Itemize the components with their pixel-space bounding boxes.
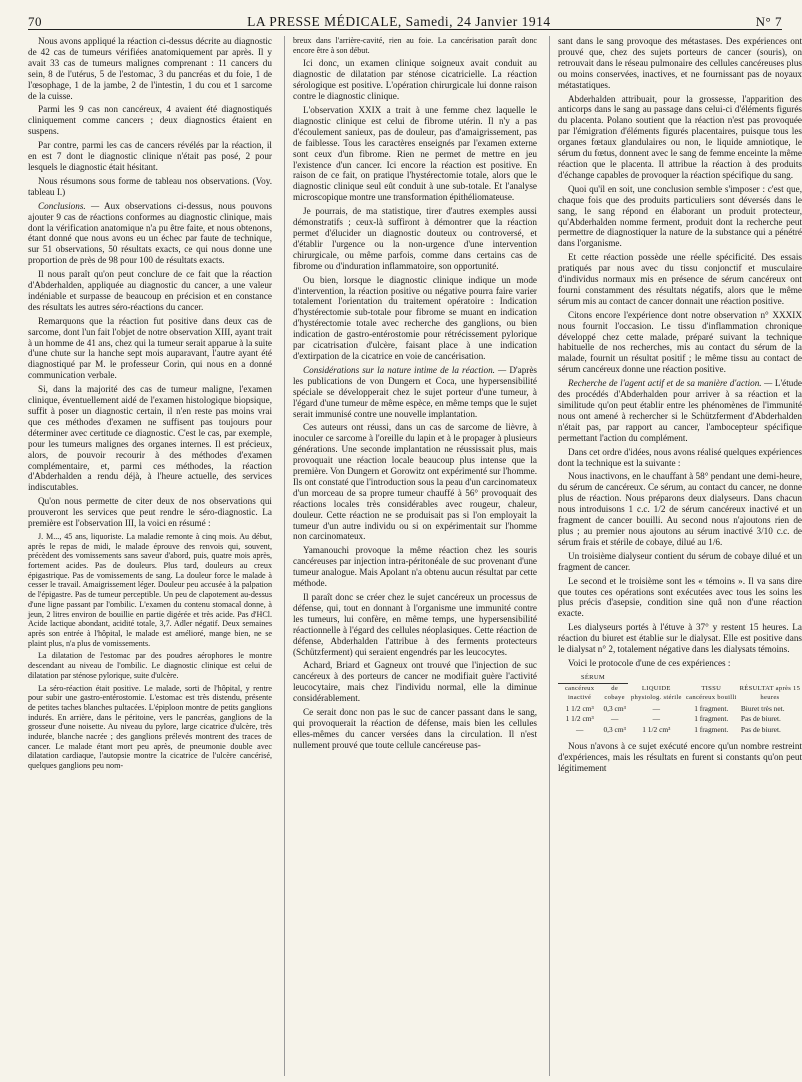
column-1 <box>28 36 272 1076</box>
table-cell: 1 fragment. <box>694 714 729 724</box>
table-header: de cobaye <box>604 685 625 702</box>
paragraph: Nous avons appliqué la réaction ci-dessus décrite au diagnostic de 42 cas de tumeurs vérifiées anatomiquement par après. Il y avait 33 cas de tumeurs malignes comprenant : 11 cancers du sein, 8 de l'utérus, 5 de l'estomac, 3 du pancréas et du foie, 1 de l'œsophage, 1 de la jambe, 2 de l'intestin, 1 du cou et 1 sarcome de la cuisse. <box>28 36 272 101</box>
case-summary: J. M..., 45 ans, liquoriste. La maladie remonte à cinq mois. Au début, après le repas de midi, le malade éprouve des renvois qui, souvent, précèdent des vomissements sans saveur d'abord, puis, quatre mois après, fortement acides. Pas de douleurs. Plus tard, douleurs au creux épigastrique. Pas de vomissements de sang. La douleur force le malade à cesser le travail. Amaigrissement léger. Douleur peu accusée à la palpation de l'épigastre. Pas de tumeur perceptible. Un peu de clapotement au-dessus d'une ligne passant par l'ombilic. L'examen du contenu stomacal donne, à jeun, 2 litres environ de bouillie en partie digérée et très acide. Pas d'HCl. Acide lactique abondant, acidité totale, 3,7. Adler négatif. Deux semaines après son entrée à l'hôpital, le malade est amélioré, mange bien, ne se plaint plus, n'a plus de vomissements. <box>28 531 272 648</box>
paragraph <box>28 201 272 266</box>
paragraph: Les dialyseurs portés à l'étuve à 37° y restent 15 heures. La réaction du biuret est établie sur le dialysat. Elle est positive dans le dialysat n° 2, totalement négative dans les dialysats témoins. <box>558 622 802 655</box>
table-header: LIQUIDE physiolog. stérile <box>630 685 682 702</box>
paragraph: Nous n'avons à ce sujet exécuté encore qu'un nombre restreint d'expériences, mais les résultats en furent si constants qu'on peut légitimement <box>558 741 802 774</box>
paragraph-text: L'étude des procédés d'Abderhalden pour arriver à sa réaction et la similitude qu'on peut établir entre les phénomènes de l'immunité nous ont amené à rechercher si le Schützferment d'Abderhalden n'était pas, par rapport au cancer, l'ambocepteur spécifique permettant l'action du complément. <box>558 378 802 443</box>
paragraph: Si, dans la majorité des cas de tumeur maligne, l'examen clinique, éventuellement aidé de l'examen histologique biopsique, suffit à poser un diagnostic certain, il n'en reste pas moins vrai que ces méthodes d'examen ne suffisent pas toujours pour déterminer avec certitude ce diagnostic. C'est le cas, par exemple, pour les tumeurs malignes des organes internes. Il est précieux, alors, de pouvoir recourir à des méthodes d'examen complémentaire, et, parmi ces méthodes, la réaction d'Abderhalden a rendu déjà, à l'heure actuelle, des services indiscutables. <box>28 384 272 493</box>
table-cell: 1 1/2 cm³ <box>565 714 594 724</box>
paragraph: Quoi qu'il en soit, une conclusion semble s'imposer : c'est que, chaque fois que des produits particuliers sont déversés dans le sang, le sang répond en élaborant un produit protecteur, qu'Abderhalden nomme ferment, produit dont la recherche peut permettre de diagnostiquer la nature de la substance qui a pénétré dans l'organisme. <box>558 183 802 249</box>
table-cell: 1 1/2 cm³ <box>642 724 671 734</box>
table-cell: 1 fragment. <box>694 703 729 713</box>
table-cell: 1 fragment. <box>694 724 729 734</box>
case-summary: La séro-réaction était positive. Le malade, sorti de l'hôpital, y rentre pour subir une gastro-entérostomie. L'estomac est très distendu, présente de petites taches blanches pultacées. L'épiploon montre de petits ganglions indurés. En arrière, dans le péritoine, vers le pancréas, ganglions de la grosseur d'une noisette. Au niveau du pylore, large cicatrice d'ulcère, très indurée, blanche nacrée ; des ganglions prélevés montrent des traces de cancer. Le malade étant mort peu après, de pneumonie double avec dilatation cardiaque, l'autopsie montre la cicatrice de l'ulcère cancérisé, quelques ganglions peu nom- <box>28 683 272 771</box>
table-cell: 0,3 cm³ <box>603 724 626 734</box>
paragraph: Nous inactivons, en le chauffant à 58° pendant une demi-heure, du sérum de cancéreux. Ce sérum, au contact du cancer, ne donne plus de réaction. Nous préparons deux dialyseurs. Dans chacun nous introduisons 1 c.c. 1/2 de sérum cancéreux inactivé et un fragment de cancer bouilli. Au second nous n'ajoutons rien de plus ; au premier nous ajoutons au sérum inactivé 3/10 c.c. de sérum frais et stérile de cobaye, dilué au 1/6. <box>558 471 802 547</box>
table-row <box>558 725 802 736</box>
paragraph: Ces auteurs ont réussi, dans un cas de sarcome de lièvre, à inoculer ce sarcome à l'oreille du lapin et à le propager à plusieurs générations. Une seconde implantation ne réussissait plus, mais provoquait une réaction locale beaucoup plus intense que la première. Von Dungern et Gorowitz ont expérimenté sur l'homme. Ils ont constaté que l'introduction sous la peau d'un carcinomateux d'un morceau de sa propre tumeur chauffé à 56° provoquait des réactions locales très considérables avec rougeur, chaleur, douleur. Cette réaction ne se produisait pas si l'on employait la tumeur d'un autre individu ou si on expérimentait sur l'homme non carcinomateux. <box>293 422 537 542</box>
table-cell: — <box>575 724 584 734</box>
paragraph: Citons encore l'expérience dont notre observation n° XXXIX nous fournit l'occasion. Le tissu d'inflammation chronique développé chez cette malade, préparé suivant la technique habituelle de nos recherches, mis au contact du sérum de la malade, fournit un résultat positif ; le même tissu au contact de sérum cancéreux donne une réaction positive. <box>558 309 802 375</box>
paragraph: Abderhalden attribuait, pour la grossesse, l'apparition des anticorps dans le sang au passage dans celui-ci d'éléments figurés du placenta. Polano soutient que la réaction n'est pas provoquée par l'émigration d'éléments figurés placentaires, puisque tous les organes fœtaux glandulaires ou non, le liquide amniotique, le sérum du fœtus, donnent avec le sang de femme enceinte la même réaction que le placenta. Il attribue la réaction à des produits d'échange capables de provoquer la réaction spécifique du sang. <box>558 93 802 180</box>
issue-number: N° 7 <box>755 14 782 29</box>
case-summary: La dilatation de l'estomac par des poudres aérophores le montre descendant au niveau de l'ombilic. Le diagnostic clinique est celui de dilatation par sténose pylorique, suite d'ulcère. <box>28 651 272 680</box>
paragraph: Qu'on nous permette de citer deux de nos observations qui prouveront les services que peut rendre le séro-diagnostic. La première est l'observation III, la voici en résumé : <box>28 496 272 529</box>
paragraph: Yamanouchi provoque la même réaction chez les souris cancéreuses par injection intra-péritonéale de suc provenant d'une tumeur analogue. Mais Apolant n'a obtenu aucun résultat par cette méthode. <box>293 545 537 589</box>
paragraph: Ou bien, lorsque le diagnostic clinique indique un mode d'intervention, la réaction positive ou négative pourra faire varier totalement l'orientation du traitement opératoire : Indication d'hystérectomie sub-totale pour fibrome se muant en indication d'hystérectomie totale avec recherche des ganglions, ou bien indication de gastro-entérostomie pour rétrécissement pylorique par cicatrisation d'ulcère, faisant place à une indication d'extirpation de la cicatrice en voie de cancérisation. <box>293 274 537 361</box>
paragraph: Le second et le troisième sont les « témoins ». Il va sans dire que toutes ces opérations sont exécutées avec tous les soins les plus précis d'asepsie, condition sine quâ non d'une réaction exacte. <box>558 575 802 619</box>
paragraph: Et cette réaction possède une réelle spécificité. Des essais pratiqués par nous avec du tissu conjonctif et musculaire d'individus normaux mis en présence de sérum cancéreux ont fourni constamment des résultats négatifs, alors que le même sérum mis au contact de cancer donnait une réaction positive. <box>558 252 802 306</box>
paragraph: Voici le protocole d'une de ces expériences : <box>568 657 731 668</box>
paragraph: Je pourrais, de ma statistique, tirer d'autres exemples aussi démonstratifs ; ceux-là suffiront à démontrer que la réaction permet d'élucider un diagnostic douteux ou controversé, et d'établir l'urgence ou la non-urgence d'une intervention chirurgicale, ou même parfois, comme dans certains cas de fibrome ou d'induration inflammatoire, son opportunité. <box>293 206 537 271</box>
paragraph: Dans cet ordre d'idées, nous avons réalisé quelques expériences dont la technique est la suivante : <box>558 446 802 468</box>
table-header: cancéreux inactivé <box>564 685 595 702</box>
paragraph: Il nous paraît qu'on peut conclure de ce fait que la réaction d'Abderhalden, appliquée au diagnostic du cancer, a une valeur indéniable et surpasse de beaucoup en précision et en constance des résultats les autres séro-réactions du cancer. <box>28 269 272 312</box>
paragraph: Un troisième dialyseur contient du sérum de cobaye dilué et un fragment de cancer. <box>558 550 802 572</box>
paragraph-text: Aux observations ci-dessus, nous pouvons ajouter 9 cas de réactions conformes au diagnostic clinique, mais dont la vérification anatomique n'a pu être faite, et nous obtenons, étant donné que nous avons eu un échec par faute de technique, sur 51 observations, 50 résultats exacts, ce qui nous donne une proportion de près de 98 pour 100 de résultats exacts. <box>28 200 272 266</box>
table-row <box>558 714 802 725</box>
paragraph: Par contre, parmi les cas de cancers révélés par la réaction, il en est 7 dont le diagnostic clinique n'était pas posé, 2 pour lesquels le diagnostic était hésitant. <box>28 140 272 172</box>
text-columns <box>28 36 802 1076</box>
table-row <box>558 704 802 715</box>
table-cell: 1 1/2 cm³ <box>565 703 594 713</box>
paragraph <box>558 378 802 443</box>
paragraph: Il paraît donc se créer chez le sujet cancéreux un processus de défense, qui, tout en donnant à l'organisme une immunité contre les tumeurs, lui confère, en même temps, une hypersensibilité réactionnelle à l'égard des cellules néoplasiques. Cette réaction de défense, Abderhalden l'attribue à des ferments protecteurs (Schützferment) qui seraient engendrés par les leucocytes. <box>293 592 537 657</box>
paragraph: Nous résumons sous forme de tableau nos observations. (Voy. tableau I.) <box>28 175 272 197</box>
page-header <box>28 0 782 30</box>
column-3 <box>549 36 802 1076</box>
section-label-recherche: Recherche de l'agent actif et de sa manière d'action. — <box>568 378 773 389</box>
paragraph <box>293 365 537 420</box>
protocol-table <box>558 673 802 736</box>
page-number: 70 <box>28 14 42 29</box>
table-header: RÉSULTAT après 15 heures <box>739 685 801 702</box>
table-cell: — <box>652 714 660 724</box>
table-group-header: SÉRUM <box>558 673 628 684</box>
table-cell: Pas de biuret. <box>740 714 781 724</box>
section-label-conclusions: Conclusions. — <box>38 200 100 211</box>
paragraph: Ce serait donc non pas le suc de cancer passant dans le sang, qui provoquerait la réaction de défense, mais bien les cellules elles-mêmes du cancer versées dans la circulation. Il n'est nullement prouvé que toute cellule cancéreuse pas- <box>293 707 537 750</box>
paragraph: Parmi les 9 cas non cancéreux, 4 avaient été diagnostiqués cliniquement comme cancers ; deux diagnostics étaient en suspens. <box>28 104 272 137</box>
case-summary: breux dans l'arrière-cavité, rien au foie. La cancérisation paraît donc encore être à son début. <box>293 36 537 55</box>
table-cell: Biuret très net. <box>740 703 785 713</box>
paragraph: Remarquons que la réaction fut positive dans deux cas de sarcome, dont l'un fait l'objet de notre observation XIII, ayant trait à un homme de 41 ans, chez qui la tumeur serait apparue à la suite d'une chute sur la hanche sept mois auparavant, l'autre ayant été diagnostiqué par M. le professeur Corin, qui nous en a donné communication verbale. <box>28 315 272 381</box>
paragraph-text: D'après les publications de von Dungern et Coca, une hypersensibilité spéciale se développerait chez le sujet porteur d'une tumeur, à l'égard d'une tumeur de même espèce, en même temps que le sujet serait immunisé contre une nouvelle implantation. <box>293 364 538 419</box>
table-cell: 0,3 cm³ <box>603 703 626 713</box>
table-cell: — <box>610 714 619 724</box>
paragraph: Ici donc, un examen clinique soigneux avait conduit au diagnostic de dilatation par sténose cicatricielle. La réaction sérologique est positive. L'opération chirurgicale lui donne raison contre le diagnostic clinique. <box>293 58 537 102</box>
newspaper-title: LA PRESSE MÉDICALE, Samedi, 24 Janvier 1914 <box>247 14 551 29</box>
paragraph: L'observation XXIX a trait à une femme chez laquelle le diagnostic clinique est celui de fibrome utérin. Il n'y a pas d'écoulement sanieux, pas de douleur, pas d'amaigrissement, pas de faiblesse. Tous les caractères enseignés par l'examen externe sont ceux d'un fibrome. Rien ne permet de mettre en jeu l'existence d'un cancer. Ici encore la réaction est positive. En raison de ce fait, on pratique l'hystérectomie totale, alors que le diagnostic clinique seul eût conduit à une sub-totale. Et l'analyse microscopique montre une transformation épithéliomateuse. <box>293 105 537 203</box>
section-label-considerations: Considérations sur la nature intime de la réaction. — <box>303 364 507 375</box>
paragraph: sant dans le sang provoque des métastases. Des expériences ont prouvé que, chez des sujets porteurs de cancer (souris), on retrouvait dans le réseau pulmonaire des cellules cancéreuses plus ou moins conservées, inactives, et ne fournissant pas de noyaux métastatiques. <box>558 36 802 90</box>
table-cell: Pas de biuret. <box>740 724 781 734</box>
paragraph: Achard, Briard et Gagneux ont trouvé que l'injection de suc cancéreux à des porteurs de cancer ne modifiait guère l'activité leucocytaire, mais chez l'individu normal, elle la diminue considérablement. <box>293 660 537 704</box>
table-cell: — <box>652 703 660 713</box>
table-header: TISSU cancéreux bouilli <box>685 685 737 702</box>
column-2 <box>284 36 537 1076</box>
